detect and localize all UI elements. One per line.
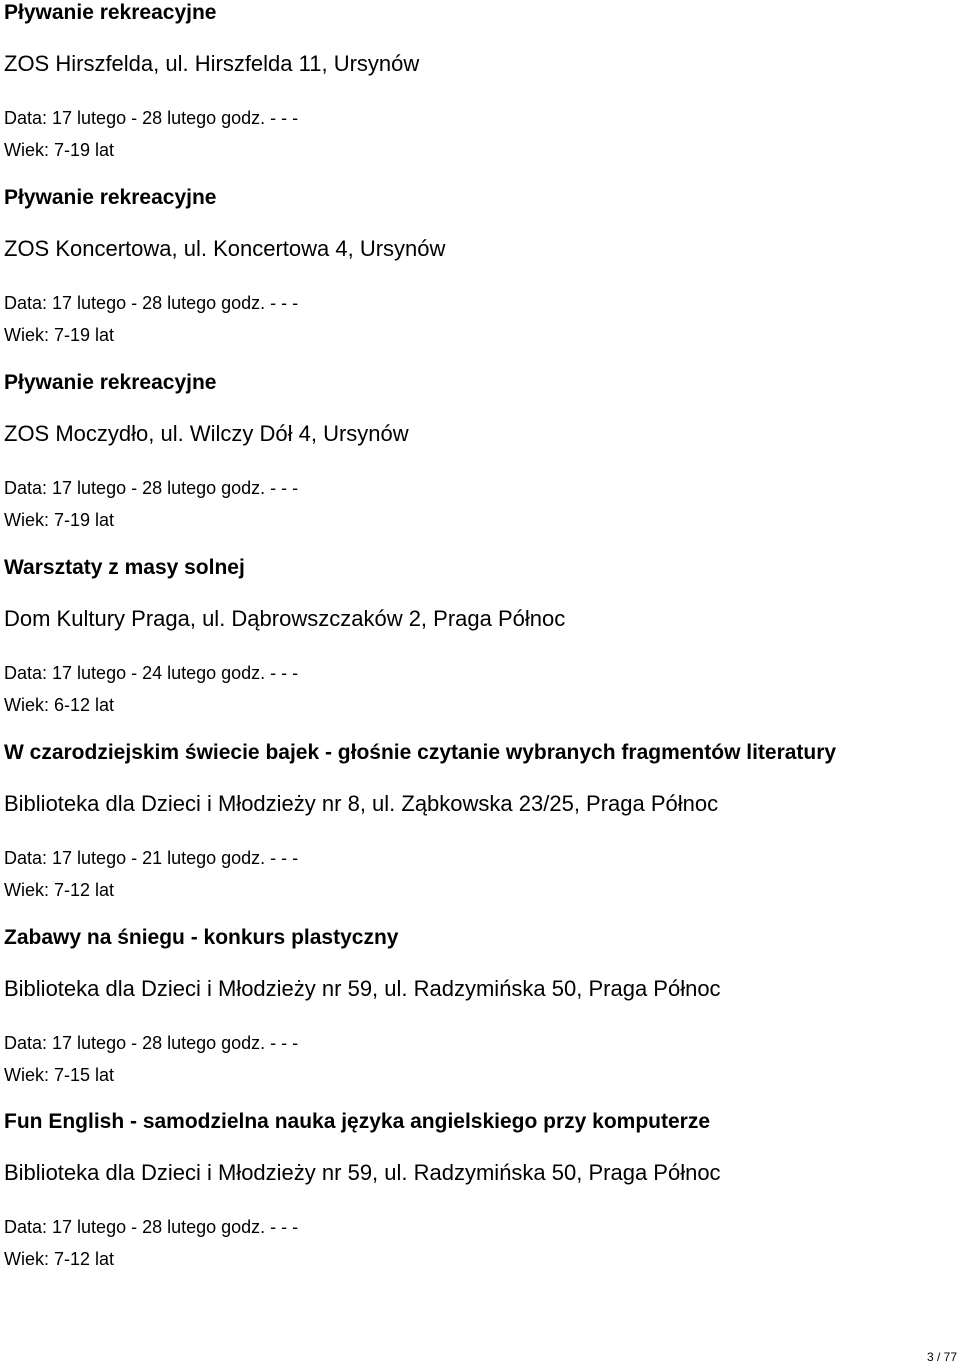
event-age: Wiek: 7-12 lat [4, 1249, 115, 1269]
event-entry [4, 185, 944, 355]
event-title: W czarodziejskim świecie bajek - głośnie czytanie wybranych fragmentów literatury [4, 741, 837, 764]
event-venue: ZOS Koncertowa, ul. Koncertowa 4, Ursynów [4, 236, 446, 261]
page-number: 3 / 77 [926, 1350, 957, 1364]
event-entry [4, 1109, 944, 1279]
event-date: Data: 17 lutego - 28 lutego godz. - - - [4, 293, 299, 313]
event-age: Wiek: 7-15 lat [4, 1065, 115, 1085]
event-title: Pływanie rekreacyjne [4, 371, 217, 394]
event-age: Wiek: 7-12 lat [4, 880, 115, 900]
event-venue: Dom Kultury Praga, ul. Dąbrowszczaków 2, Praga Północ [4, 606, 566, 631]
event-venue: ZOS Moczydło, ul. Wilczy Dół 4, Ursynów [4, 421, 409, 446]
event-date: Data: 17 lutego - 28 lutego godz. - - - [4, 478, 299, 498]
event-date: Data: 17 lutego - 24 lutego godz. - - - [4, 663, 299, 683]
event-title: Fun English - samodzielna nauka języka angielskiego przy komputerze [4, 1110, 711, 1133]
event-entry [4, 0, 944, 170]
event-venue: ZOS Hirszfelda, ul. Hirszfelda 11, Ursynów [4, 51, 420, 76]
event-date: Data: 17 lutego - 28 lutego godz. - - - [4, 1033, 299, 1053]
event-entry [4, 740, 944, 910]
event-venue: Biblioteka dla Dzieci i Młodzieży nr 8, ul. Ząbkowska 23/25, Praga Północ [4, 791, 719, 816]
event-age: Wiek: 7-19 lat [4, 140, 115, 160]
event-title: Zabawy na śniegu - konkurs plastyczny [4, 926, 399, 949]
event-venue: Biblioteka dla Dzieci i Młodzieży nr 59, ul. Radzymińska 50, Praga Północ [4, 976, 721, 1001]
event-entry [4, 555, 944, 725]
event-date: Data: 17 lutego - 21 lutego godz. - - - [4, 848, 299, 868]
event-age: Wiek: 7-19 lat [4, 325, 115, 345]
event-entry [4, 925, 944, 1095]
event-age: Wiek: 6-12 lat [4, 695, 115, 715]
event-date: Data: 17 lutego - 28 lutego godz. - - - [4, 108, 299, 128]
event-title: Pływanie rekreacyjne [4, 186, 217, 209]
event-entry [4, 370, 944, 540]
event-title: Warsztaty z masy solnej [4, 556, 245, 579]
event-venue: Biblioteka dla Dzieci i Młodzieży nr 59, ul. Radzymińska 50, Praga Północ [4, 1160, 721, 1185]
event-age: Wiek: 7-19 lat [4, 510, 115, 530]
event-title: Pływanie rekreacyjne [4, 1, 217, 24]
event-date: Data: 17 lutego - 28 lutego godz. - - - [4, 1217, 299, 1237]
